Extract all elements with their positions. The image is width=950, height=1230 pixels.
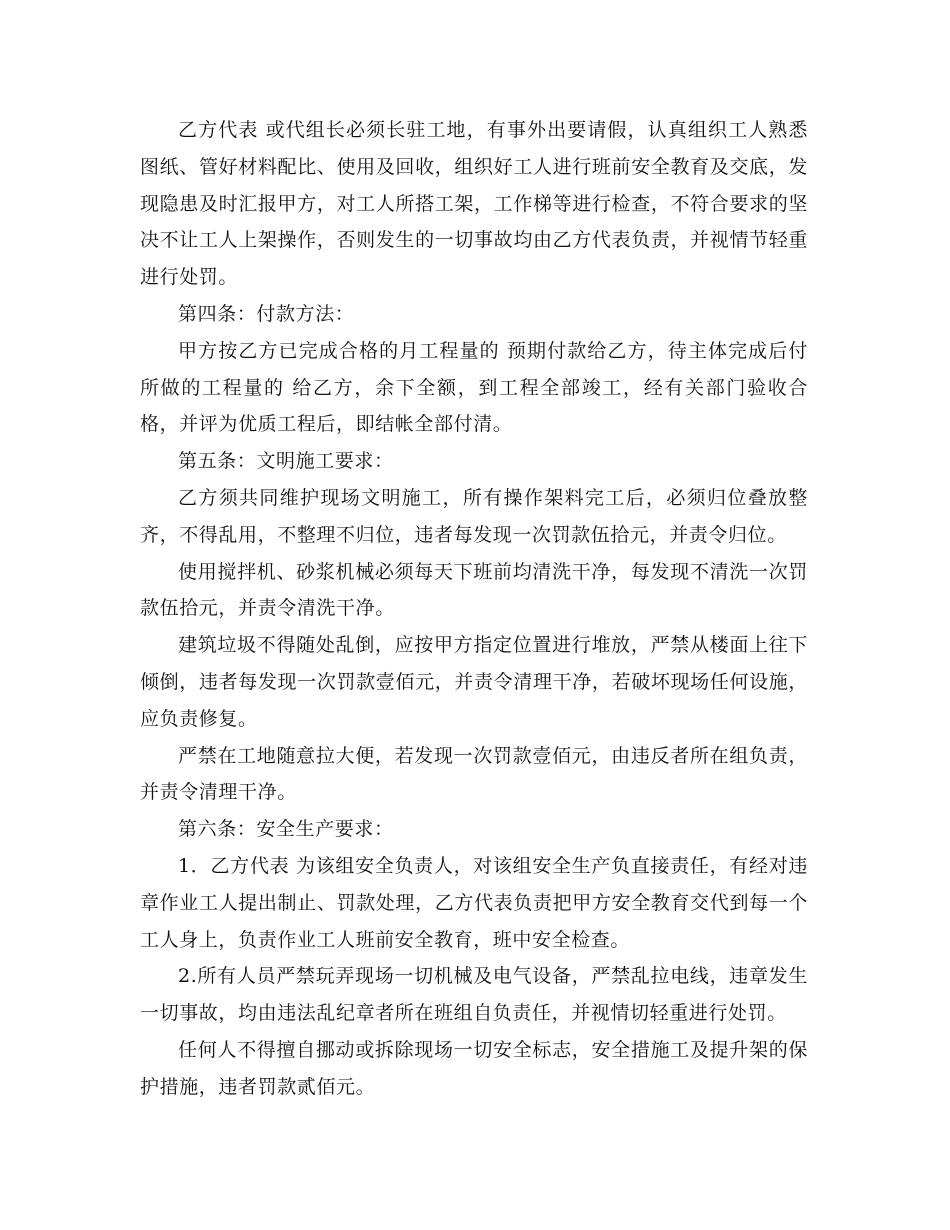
paragraph-representative-duties: 乙方代表 或代组长必须长驻工地，有事外出要请假，认真组织工人熟悉图纸、管好材料配比、使用及回收，组织好工人进行班前安全教育及交底，发现隐患及时汇报甲方，对工人所搭工架，工作梯等进行检查，不符合要求的坚决不让工人上架操作，否则发生的一切事故均由乙方代表负责，并视情节轻重进行处罚。 (140, 119, 808, 289)
paragraph-mixer-cleaning: 使用搅拌机、砂浆机械必须每天下班前均清洗干净，每发现不清洗一次罚款伍拾元，并责令清洗干净。 (140, 560, 808, 620)
paragraph-construction-waste: 建筑垃圾不得随处乱倒，应按甲方指定位置进行堆放，严禁从楼面上往下倾倒，违者每发现一次罚款壹佰元，并责令清理干净，若破坏现场任何设施，应负责修复。 (140, 634, 808, 730)
heading-article-6-safety: 第六条：安全生产要求： (178, 818, 394, 841)
paragraph-payment-method: 甲方按乙方已完成合格的月工程量的 预期付款给乙方，待主体完成后付所做的工程量的 给乙方，余下全额，到工程全部竣工，经有关部门验收合格，并评为优质工程后，即结帐全部付清。 (140, 339, 808, 436)
heading-article-5-civilized-construction: 第五条：文明施工要求： (178, 450, 394, 473)
paragraph-safety-item-2: 2.所有人员严禁玩弄现场一切机械及电气设备，严禁乱拉电线，违章发生一切事故，均由违法乱纪章者所在班组自负责任，并视情切轻重进行处罚。 (140, 965, 808, 1025)
paragraph-safety-item-1: 1．乙方代表 为该组安全负责人，对该组安全生产负直接责任，有经对违章作业工人提出制止、罚款处理，乙方代表负责把甲方安全教育交代到每一个工人身上，负责作业工人班前安全教育，班中安全检查。 (140, 854, 808, 951)
paragraph-scaffold-materials: 乙方须共同维护现场文明施工，所有操作架料完工后，必须归位叠放整齐，不得乱用，不整理不归位，违者每发现一次罚款伍拾元，并责令归位。 (140, 486, 808, 546)
document-body (140, 112, 808, 1106)
heading-article-4-payment: 第四条：付款方法： (178, 302, 355, 325)
paragraph-site-hygiene: 严禁在工地随意拉大便，若发现一次罚款壹佰元，由违反者所在组负责，并责令清理干净。 (140, 744, 808, 804)
paragraph-safety-signs: 任何人不得擅自挪动或拆除现场一切安全标志，安全措施工及提升架的保护措施，违者罚款贰佰元。 (140, 1038, 808, 1098)
